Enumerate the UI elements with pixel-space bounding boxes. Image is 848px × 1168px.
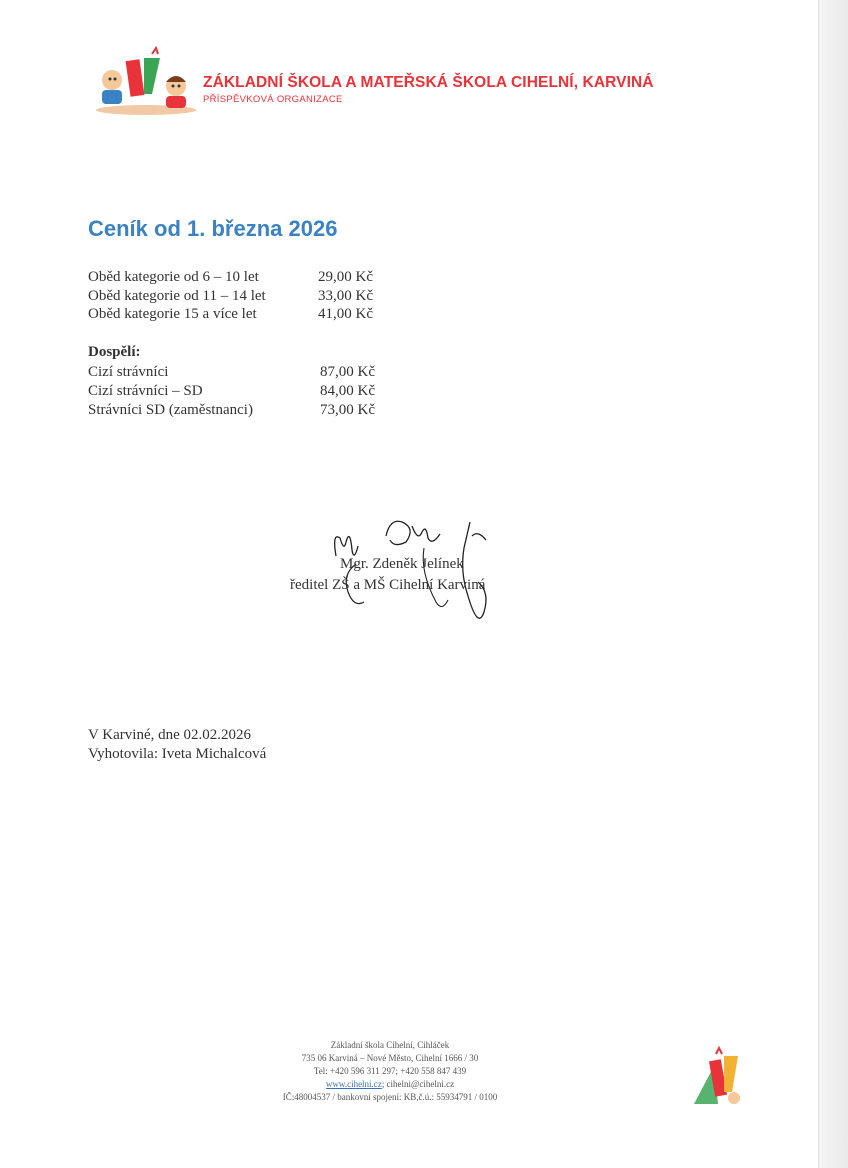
prepared-by: Vyhotovila: Iveta Michalcová bbox=[88, 746, 267, 762]
price-row-value: 33,00 Kč bbox=[318, 288, 373, 304]
price-row-label: Oběd kategorie od 6 – 10 let bbox=[88, 269, 259, 285]
signatory-name: Mgr. Zdeněk Jelínek bbox=[340, 556, 464, 572]
school-mascot-logo-icon bbox=[690, 1046, 750, 1110]
price-row-label: Oběd kategorie 15 a více let bbox=[88, 306, 257, 322]
footer-line: Tel: +420 596 311 297; +420 558 847 439 bbox=[313, 1066, 467, 1076]
school-name: ZÁKLADNÍ ŠKOLA A MATEŘSKÁ ŠKOLA CIHELNÍ, KARVINÁ bbox=[203, 74, 654, 91]
signatory-role: ředitel ZŠ a MŠ Cihelní Karviná bbox=[290, 577, 486, 593]
document-title: Ceník od 1. března 2026 bbox=[88, 216, 338, 241]
price-row-value: 29,00 Kč bbox=[318, 269, 373, 285]
price-row-value: 41,00 Kč bbox=[318, 306, 373, 322]
footer-line: Základní škola Cihelní, Cihláček bbox=[330, 1040, 450, 1050]
price-row-label: Oběd kategorie od 11 – 14 let bbox=[88, 288, 266, 304]
price-row-value: 73,00 Kč bbox=[320, 402, 375, 418]
issue-place-date: V Karviné, dne 02.02.2026 bbox=[88, 727, 252, 743]
scan-page-edge bbox=[818, 0, 848, 1168]
school-mascot-logo-icon bbox=[90, 46, 202, 118]
price-row-label: Cizí strávníci bbox=[88, 364, 169, 380]
footer-contact bbox=[250, 1079, 530, 1089]
school-subtitle: PŘÍSPĚVKOVÁ ORGANIZACE bbox=[203, 94, 343, 105]
price-row-label: Strávníci SD (zaměstnanci) bbox=[88, 402, 253, 418]
footer-line: IČ:48004537 / bankovní spojení: KB,č.ú.: 55934791 / 0100 bbox=[282, 1092, 498, 1102]
adults-heading: Dospělí: bbox=[88, 344, 141, 360]
footer-email: ; cihelni@cihelni.cz bbox=[381, 1079, 455, 1089]
price-row-value: 84,00 Kč bbox=[320, 383, 375, 399]
footer-line: 735 06 Karviná – Nové Město, Cihelní 1666 / 30 bbox=[301, 1053, 479, 1063]
price-row-value: 87,00 Kč bbox=[320, 364, 375, 380]
price-row-label: Cizí strávníci – SD bbox=[88, 383, 203, 399]
website-link[interactable]: www.cihelni.cz bbox=[325, 1079, 382, 1089]
